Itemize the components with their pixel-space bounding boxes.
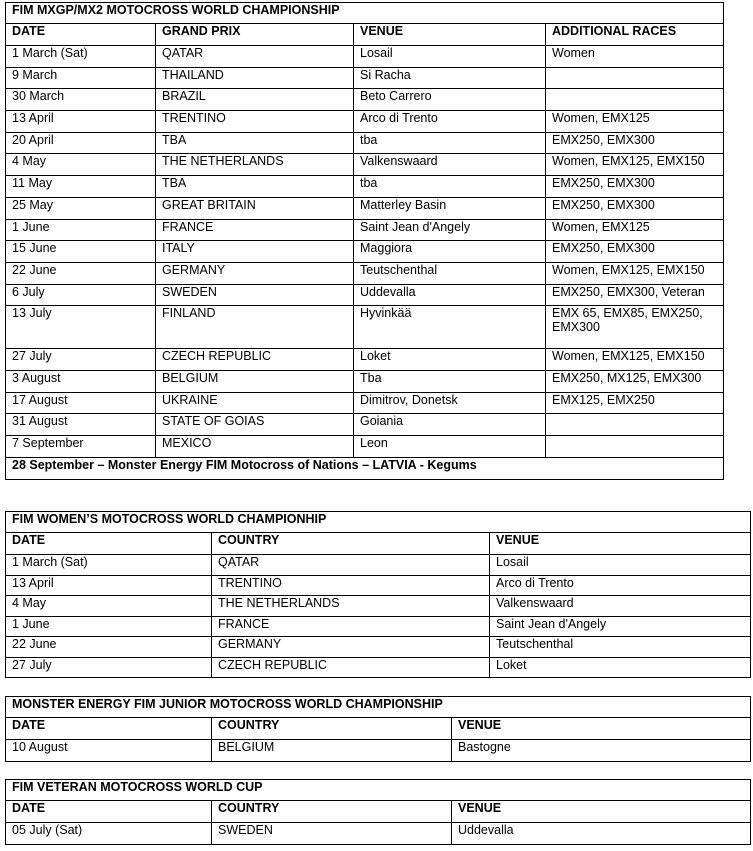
veteran-table (5, 779, 751, 845)
date-cell: 15 June (6, 241, 156, 263)
grand-prix-cell: GREAT BRITAIN (156, 197, 354, 219)
date-cell: 22 June (6, 637, 212, 658)
date-cell: 13 July (6, 306, 156, 349)
table-row (6, 555, 751, 576)
date-cell: 05 July (Sat) (6, 823, 212, 845)
additional-races-cell: EMX250, EMX300 (546, 132, 724, 154)
additional-races-cell: EMX250, EMX300, Veteran (546, 284, 724, 306)
header-country: COUNTRY (212, 718, 452, 740)
header-grand-prix: GRAND PRIX (156, 24, 354, 46)
date-cell: 11 May (6, 176, 156, 198)
table-row (6, 111, 724, 133)
venue-cell: Arco di Trento (354, 111, 546, 133)
table-row (6, 349, 724, 371)
header-venue: VENUE (452, 801, 751, 823)
venue-cell: Dimitrov, Donetsk (354, 392, 546, 414)
mxgp-title: FIM MXGP/MX2 MOTOCROSS WORLD CHAMPIONSHIP (6, 3, 724, 24)
additional-races-cell (546, 436, 724, 458)
venue-cell: Teutschenthal (354, 262, 546, 284)
venue-cell: Maggiora (354, 241, 546, 263)
additional-races-cell: EMX125, EMX250 (546, 392, 724, 414)
header-additional-races: ADDITIONAL RACES (546, 24, 724, 46)
additional-races-cell: EMX250, EMX300 (546, 197, 724, 219)
grand-prix-cell: THAILAND (156, 67, 354, 89)
additional-races-cell: Women, EMX125, EMX150 (546, 154, 724, 176)
table-row (6, 414, 724, 436)
header-date: DATE (6, 533, 212, 555)
additional-races-cell: Women (546, 46, 724, 68)
header-date: DATE (6, 801, 212, 823)
table-row (6, 657, 751, 678)
date-cell: 30 March (6, 89, 156, 111)
date-cell: 7 September (6, 436, 156, 458)
venue-cell: Uddevalla (452, 823, 751, 845)
date-cell: 27 July (6, 657, 212, 678)
veteran-table-body (6, 780, 751, 845)
date-cell: 17 August (6, 392, 156, 414)
nations-footer: 28 September – Monster Energy FIM Motocross of Nations – LATVIA - Kegums (6, 457, 724, 479)
women-title: FIM WOMEN’S MOTOCROSS WORLD CHAMPIONHIP (6, 512, 751, 533)
grand-prix-cell: MEXICO (156, 436, 354, 458)
grand-prix-cell: THE NETHERLANDS (156, 154, 354, 176)
venue-cell: tba (354, 176, 546, 198)
footer-row (6, 457, 724, 479)
junior-table-body (6, 697, 751, 762)
table-row (6, 392, 724, 414)
table-row (6, 637, 751, 658)
venue-cell: Beto Carrero (354, 89, 546, 111)
date-cell: 6 July (6, 284, 156, 306)
grand-prix-cell: FRANCE (156, 219, 354, 241)
venue-cell: Valkenswaard (490, 596, 751, 617)
grand-prix-cell: UKRAINE (156, 392, 354, 414)
table-row (6, 306, 724, 349)
country-cell: SWEDEN (212, 823, 452, 845)
venue-cell: Tba (354, 370, 546, 392)
date-cell: 3 August (6, 370, 156, 392)
grand-prix-cell: FINLAND (156, 306, 354, 349)
table-row (6, 154, 724, 176)
grand-prix-cell: TRENTINO (156, 111, 354, 133)
venue-cell: Goiania (354, 414, 546, 436)
additional-races-cell: EMX250, EMX300 (546, 176, 724, 198)
additional-races-cell: Women, EMX125 (546, 219, 724, 241)
grand-prix-cell: TBA (156, 132, 354, 154)
country-cell: TRENTINO (212, 575, 490, 596)
table-row (6, 823, 751, 845)
venue-cell: Loket (354, 349, 546, 371)
date-cell: 4 May (6, 596, 212, 617)
venue-cell: Saint Jean d'Angely (490, 616, 751, 637)
venue-cell: tba (354, 132, 546, 154)
venue-cell: Matterley Basin (354, 197, 546, 219)
table-row (6, 219, 724, 241)
grand-prix-cell: BELGIUM (156, 370, 354, 392)
country-cell: BELGIUM (212, 740, 452, 762)
date-cell: 25 May (6, 197, 156, 219)
additional-races-cell: Women, EMX125 (546, 111, 724, 133)
additional-races-cell (546, 67, 724, 89)
header-country: COUNTRY (212, 533, 490, 555)
venue-cell: Losail (354, 46, 546, 68)
table-row (6, 46, 724, 68)
date-cell: 1 June (6, 219, 156, 241)
header-venue: VENUE (490, 533, 751, 555)
table-row (6, 197, 724, 219)
grand-prix-cell: SWEDEN (156, 284, 354, 306)
venue-cell: Hyvinkää (354, 306, 546, 349)
header-venue: VENUE (354, 24, 546, 46)
date-cell: 31 August (6, 414, 156, 436)
country-cell: GERMANY (212, 637, 490, 658)
mxgp-table-body (6, 3, 724, 480)
grand-prix-cell: STATE OF GOIAS (156, 414, 354, 436)
grand-prix-cell: ITALY (156, 241, 354, 263)
venue-cell: Valkenswaard (354, 154, 546, 176)
table-row (6, 89, 724, 111)
grand-prix-cell: GERMANY (156, 262, 354, 284)
table-row (6, 575, 751, 596)
additional-races-cell (546, 414, 724, 436)
grand-prix-cell: BRAZIL (156, 89, 354, 111)
table-row (6, 436, 724, 458)
date-cell: 1 March (Sat) (6, 555, 212, 576)
table-row (6, 176, 724, 198)
additional-races-cell: EMX250, EMX300 (546, 241, 724, 263)
junior-table (5, 696, 751, 762)
country-cell: FRANCE (212, 616, 490, 637)
table-row (6, 241, 724, 263)
table-row (6, 67, 724, 89)
table-row (6, 284, 724, 306)
date-cell: 27 July (6, 349, 156, 371)
venue-cell: Saint Jean d'Angely (354, 219, 546, 241)
mxgp-table (5, 2, 724, 480)
date-cell: 1 June (6, 616, 212, 637)
venue-cell: Si Racha (354, 67, 546, 89)
grand-prix-cell: TBA (156, 176, 354, 198)
date-cell: 13 April (6, 575, 212, 596)
venue-cell: Leon (354, 436, 546, 458)
women-table (5, 511, 751, 678)
grand-prix-cell: CZECH REPUBLIC (156, 349, 354, 371)
venue-cell: Teutschenthal (490, 637, 751, 658)
venue-cell: Arco di Trento (490, 575, 751, 596)
table-row (6, 616, 751, 637)
veteran-title: FIM VETERAN MOTOCROSS WORLD CUP (6, 780, 751, 801)
date-cell: 13 April (6, 111, 156, 133)
country-cell: THE NETHERLANDS (212, 596, 490, 617)
additional-races-cell: Women, EMX125, EMX150 (546, 349, 724, 371)
additional-races-cell: Women, EMX125, EMX150 (546, 262, 724, 284)
table-row (6, 740, 751, 762)
date-cell: 4 May (6, 154, 156, 176)
additional-races-cell: EMX250, MX125, EMX300 (546, 370, 724, 392)
venue-cell: Loket (490, 657, 751, 678)
additional-races-cell (546, 89, 724, 111)
date-cell: 1 March (Sat) (6, 46, 156, 68)
country-cell: CZECH REPUBLIC (212, 657, 490, 678)
table-row (6, 132, 724, 154)
table-row (6, 370, 724, 392)
header-date: DATE (6, 24, 156, 46)
additional-races-cell: EMX 65, EMX85, EMX250, EMX300 (546, 306, 724, 349)
country-cell: QATAR (212, 555, 490, 576)
date-cell: 10 August (6, 740, 212, 762)
women-table-body (6, 512, 751, 678)
table-row (6, 262, 724, 284)
header-venue: VENUE (452, 718, 751, 740)
header-date: DATE (6, 718, 212, 740)
grand-prix-cell: QATAR (156, 46, 354, 68)
junior-title: MONSTER ENERGY FIM JUNIOR MOTOCROSS WORLD CHAMPIONSHIP (6, 697, 751, 718)
date-cell: 9 March (6, 67, 156, 89)
table-row (6, 596, 751, 617)
date-cell: 22 June (6, 262, 156, 284)
venue-cell: Losail (490, 555, 751, 576)
venue-cell: Uddevalla (354, 284, 546, 306)
venue-cell: Bastogne (452, 740, 751, 762)
date-cell: 20 April (6, 132, 156, 154)
header-country: COUNTRY (212, 801, 452, 823)
